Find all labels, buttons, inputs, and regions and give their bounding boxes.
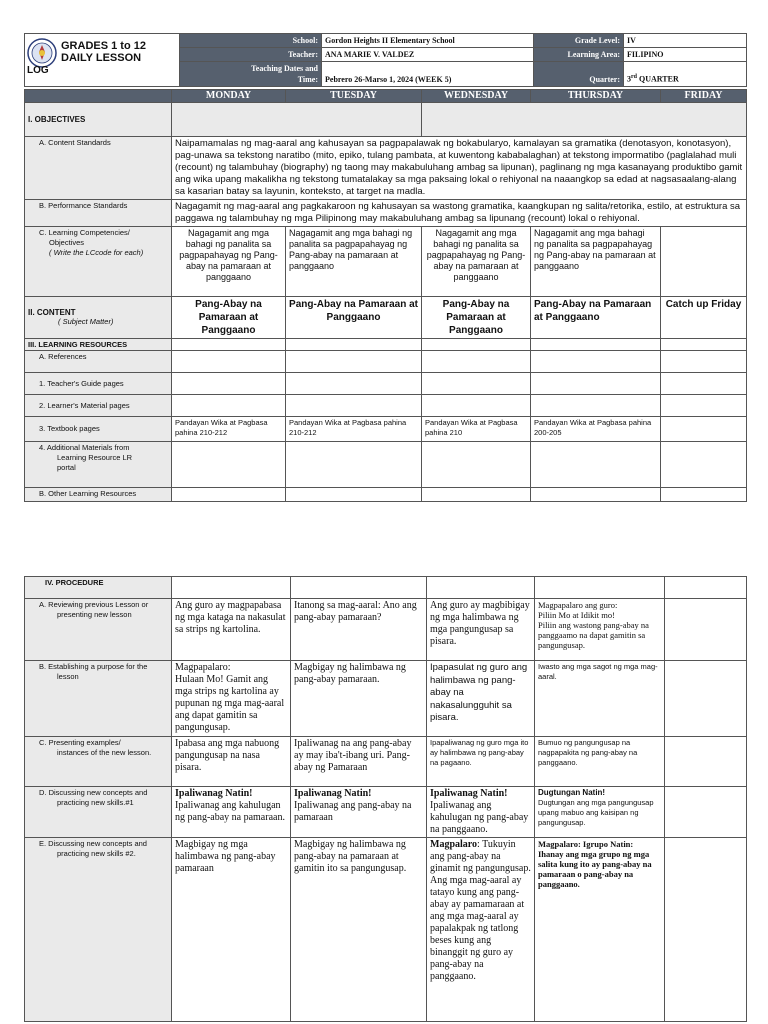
objectives-table [24,89,747,502]
purpose-monday: Magpapalaro: Hulaan Mo! Gamit ang mga strips ng kartolina ay pupunan ng mga mag-aaral ang dapat gamitin sa pangungusap. [172,661,291,737]
concepts-2-monday: Magbigay ng mga halimbawa ng pang-abay pamaraan [172,838,291,1022]
textbook-monday: Pandayan Wika at Pagbasa pahina 210-212 [172,417,286,442]
day-wednesday: WEDNESDAY [422,90,531,103]
content-thursday: Pang-Abay na Pamaraan at Panggaano [531,297,661,339]
area-label: Learning Area: [534,48,624,62]
examples-label: C. Presenting examples/ instances of the new lesson. [25,737,172,787]
header-table [24,33,747,87]
content-standards-label: A. Content Standards [25,137,172,200]
grade-label: Grade Level: [534,34,624,48]
competencies-label: C. Learning Competencies/ Objectives ( Write the LCcode for each) [25,227,172,297]
competency-wednesday: Nagagamit ang mga bahagi ng panalita sa pagpapahayag ng Pang-abay na pamaraan at panggaano [422,227,531,297]
textbook-tuesday: Pandayan Wika at Pagbasa pahina 210-212 [286,417,422,442]
references-label: A. References [25,351,172,373]
textbook-thursday: Pandayan Wika at Pagbasa pahina 200-205 [531,417,661,442]
learning-resources-heading: III. LEARNING RESOURCES [25,339,172,351]
review-wednesday: Ang guro ay magbibigay ng mga halimbawa ng mga pangungusap sa pisara. [427,599,535,661]
teacher-value: ANA MARIE V. VALDEZ [322,48,534,62]
teachers-guide-label: 1. Teacher's Guide pages [25,373,172,395]
teacher-label: Teacher: [180,48,322,62]
quarter-label: Quarter: [534,62,624,87]
review-lesson-label: A. Reviewing previous Lesson or presenting new lesson [25,599,172,661]
textbook-label: 3. Textbook pages [25,417,172,442]
performance-standards-label: B. Performance Standards [25,200,172,227]
purpose-label: B. Establishing a purpose for the lesson [25,661,172,737]
log-title: GRADES 1 to 12 DAILY LESSON [61,40,146,64]
logo-block [25,34,180,87]
review-monday: Ang guro ay magpapabasa ng mga kataga na nakasulat sa strips ng kartolina. [172,599,291,661]
content-tuesday: Pang-Abay na Pamaraan at Panggaano [286,297,422,339]
content-monday: Pang-Abay na Pamaraan at Panggaano [172,297,286,339]
examples-monday: Ipabasa ang mga nabuong pangungusap na nasa pisara. [172,737,291,787]
examples-thursday: Bumuo ng pangungusap na nagpapakita ng pang-abay na panggaano. [535,737,665,787]
content-wednesday: Pang-Abay na Pamaraan at Panggaano [422,297,531,339]
school-label: School: [180,34,322,48]
additional-materials-label: 4. Additional Materials from Learning Resource LR portal [25,442,172,488]
purpose-wednesday: Ipapasulat ng guro ang halimbawa ng pang-abay na nakasalungguhit sa pisara. [427,661,535,737]
quarter-value: 3rd QUARTER [624,62,747,87]
procedure-heading: IV. PROCEDURE [25,577,172,599]
review-thursday: Magpapalaro ang guro: Piliin Mo at Idikit mo! Piliin ang wastong pang-abay na panggaamo na dapat gamitin sa pangungusap. [535,599,665,661]
concepts-1-tuesday: Ipaliwanag Natin! Ipaliwanag ang pang-abay na pamaraan [291,787,427,838]
textbook-wednesday: Pandayan Wika at Pagbasa pahina 210 [422,417,531,442]
grade-value: IV [624,34,747,48]
competency-thursday: Nagagamit ang mga bahagi ng panalita sa pagpapahayag ng Pang-abay na pamaraan at panggaano [531,227,661,297]
examples-wednesday: Ipapaliwanag ng guro mga ito ay halimbawa ng pang-abay na pagaano. [427,737,535,787]
procedure-table [24,576,747,1022]
area-value: FILIPINO [624,48,747,62]
competency-tuesday: Nagagamit ang mga bahagi ng panalita sa pagpapahayag ng Pang-abay na pamaraan at panggaano [286,227,422,297]
competency-monday: Nagagamit ang mga bahagi ng panalita sa pagpapahayag ng Pang-abay na pamaraan at panggaano [172,227,286,297]
day-tuesday: TUESDAY [286,90,422,103]
dates-label: Teaching Dates and Time: [180,62,322,87]
concepts-1-wednesday: Ipaliwanag Natin! Ipaliwanag ang kahulugan ng pang-abay na panggaano. [427,787,535,838]
day-header-row [25,90,747,103]
performance-standards-text: Nagagamit ng mag-aaral ang pagkakaroon ng kahusayan sa wastong gramatika, kaangkupan ng salita/retorika, estilo, at estruktura sa paggawa ng talambuhay ng mga Pilipinong may makabuluhang ambag sa lipunang (recount) lokal o rehiyonal. [172,200,747,227]
concepts-2-wednesday: Magpalaro: Tukuyin ang pang-abay na ginamit ng pangungusap. Ang mga mag-aaral ay tatayo kung ang pang-abay ay pamamaraan at ang mga mag-aaral ay papalakpak ng tatlong beses kung ang binanggit ng guro ay pang-abay na panggaano. [427,838,535,1022]
log-subtitle: LOG [27,65,49,76]
dates-value: Pebrero 26-Marso 1, 2024 (WEEK 5) [322,62,534,87]
concepts-2-tuesday: Magbigay ng halimbawa ng pang-abay na pamaraan at gamitin ito sa pangungusap. [291,838,427,1022]
concepts-1-monday: Ipaliwanag Natin! Ipaliwanag ang kahulugan ng pang-abay na pamaraan. [172,787,291,838]
day-friday: FRIDAY [661,90,747,103]
content-friday: Catch up Friday [661,297,747,339]
purpose-thursday: Iwasto ang mga sagot ng mga mag-aaral. [535,661,665,737]
concepts-2-label: E. Discussing new concepts and practicing new skills #2. [25,838,172,1022]
content-label: II. CONTENT ( Subject Matter) [25,297,172,339]
day-thursday: THURSDAY [531,90,661,103]
purpose-tuesday: Magbigay ng halimbawa ng pang-abay pamaraan. [291,661,427,737]
objectives-heading: I. OBJECTIVES [25,103,172,137]
examples-tuesday: Ipaliwanag na ang pang-abay ay may iba't-ibang uri. Pang-abay ng Pamaraan [291,737,427,787]
content-standards-text: Naipamamalas ng mag-aaral ang kahusayan sa pagpapalawak ng bokabularyo, kamalayan sa gramatika (denotasyon, konotasyon), pag-unawa sa tekstong naratibo (mito, epiko, tulang pambata, at kuwentong kababalaghan) at tekstong impormatibo (paglalahad muli (recount) ng talambuhay (biography) ng taong may makabuluhang ambag sa lipunan), paglinang ng mga kasanayang produktibo gamit ang wika upang makalikha ng tekstong tumatalakay sa mga paksaing lokal o rehiyonal na naaangkop sa edad at nagsasaalang-alang sa kasarian batay sa layunin, konteksto, at target na madla. [172,137,747,200]
concepts-1-label: D. Discussing new concepts and practicing new skills.#1 [25,787,172,838]
concepts-1-thursday: Dugtungan Natin! Dugtungan ang mga pangungusap upang mabuo ang kaisipan ng pangungusap. [535,787,665,838]
deped-seal-icon [27,38,57,68]
day-monday: MONDAY [172,90,286,103]
other-resources-label: B. Other Learning Resources [25,488,172,502]
review-tuesday: Itanong sa mag-aaral: Ano ang pang-abay pamaraan? [291,599,427,661]
school-value: Gordon Heights II Elementary School [322,34,534,48]
learners-material-label: 2. Learner's Material pages [25,395,172,417]
concepts-2-thursday: Magpalaro: Igrupo Natin: Ihanay ang mga grupo ng mga salita kung ito ay pang-abay na pamaraan o pang-abay na panggaano. [535,838,665,1022]
